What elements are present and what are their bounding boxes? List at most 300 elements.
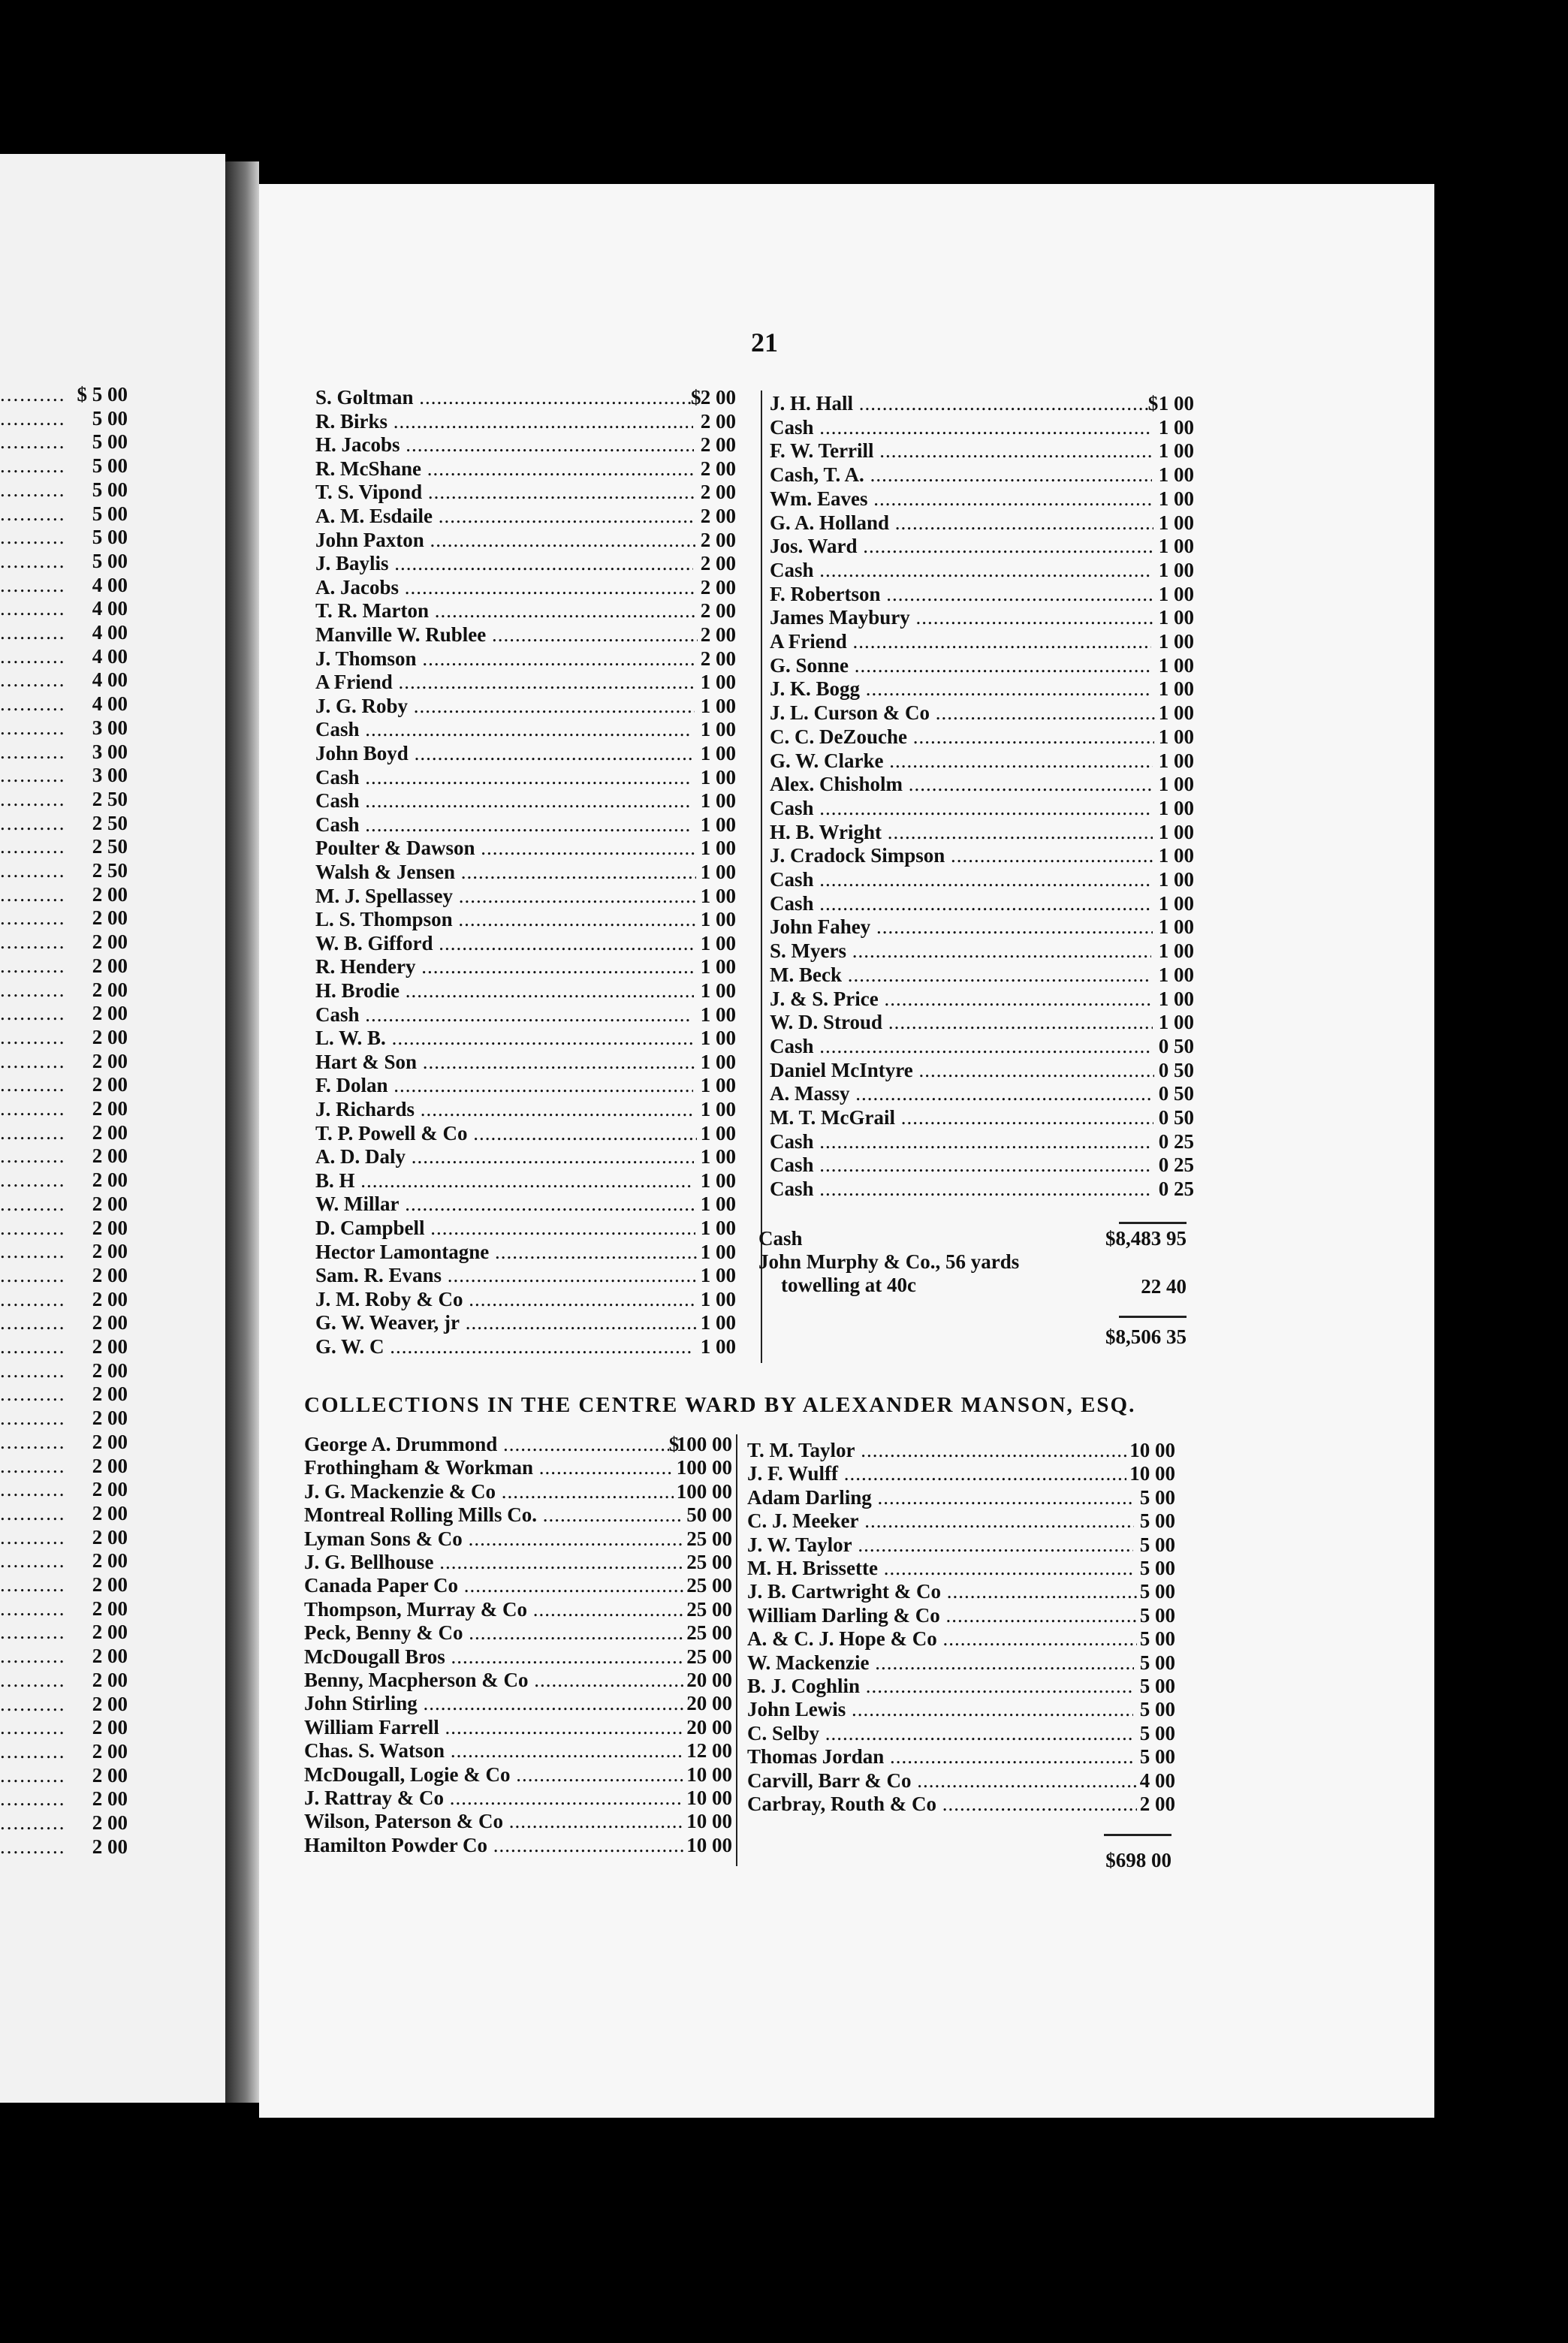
list-item <box>747 1604 1175 1627</box>
list-item <box>315 1335 736 1358</box>
facing-page-row <box>0 430 128 454</box>
list-item <box>315 861 736 884</box>
donor-name: Montreal Rolling Mills Co. ..... <box>304 1503 683 1527</box>
facing-page-row <box>0 383 128 406</box>
list-item <box>304 1551 732 1574</box>
leader-dots: .......... <box>0 526 66 549</box>
donation-amount: 1 00 <box>1158 677 1194 701</box>
leader-dots: .......... <box>0 1311 66 1334</box>
list-item <box>315 1288 736 1311</box>
facing-page-amount: 2 00 <box>92 930 128 954</box>
leader-dots: .......... <box>0 1120 66 1144</box>
summary-murphy-amount: 22 40 <box>1141 1275 1187 1298</box>
facing-page-row <box>0 1311 128 1334</box>
donation-amount: 1 00 <box>700 1193 737 1216</box>
donation-amount: 1 00 <box>1158 415 1194 439</box>
donor-name: J. G. Roby ..... <box>315 695 695 718</box>
donor-name: Carvill, Barr & Co ..... <box>747 1769 1136 1793</box>
facing-page-row <box>0 1455 128 1478</box>
facing-page-amount: 2 00 <box>92 1311 128 1334</box>
list-item <box>770 963 1194 987</box>
facing-page-amount: 2 00 <box>92 1002 128 1025</box>
list-item <box>304 1810 732 1833</box>
leader-dots: .......... <box>0 1549 66 1573</box>
donor-name: A Friend ..... <box>315 671 694 694</box>
facing-page-row <box>0 1431 128 1454</box>
donation-amount: 1 00 <box>700 1168 736 1192</box>
list-item <box>747 1675 1175 1698</box>
list-item <box>315 1217 736 1240</box>
donor-name: S. Goltman ..... <box>315 386 691 409</box>
donor-name: Frothingham & Workman ..... <box>304 1456 674 1479</box>
column-divider-2 <box>736 1434 737 1866</box>
donation-amount: 1 00 <box>1158 1011 1194 1034</box>
list-item <box>770 868 1194 891</box>
donor-name: T. S. Vipond ..... <box>315 481 695 504</box>
facing-page-amount: 2 50 <box>92 811 128 834</box>
list-item <box>304 1834 732 1857</box>
list-item <box>315 647 736 671</box>
facing-page-row <box>0 1335 128 1358</box>
facing-page-row <box>0 835 128 858</box>
donor-name: J. G. Mackenzie & Co ..... <box>304 1480 674 1503</box>
leader-dots: .......... <box>0 1335 66 1358</box>
donation-amount: 1 00 <box>700 671 736 694</box>
leader-dots: .......... <box>0 764 66 787</box>
list-item <box>770 725 1194 749</box>
leader-dots: .......... <box>0 978 66 1001</box>
list-item <box>770 1153 1194 1177</box>
facing-page-amount: 2 00 <box>92 1668 128 1691</box>
donor-name: Cash ..... <box>770 892 1150 915</box>
donor-name: Hamilton Powder Co ..... <box>304 1834 683 1857</box>
donor-name: W. Millar ..... <box>315 1193 694 1216</box>
list-item <box>770 988 1194 1011</box>
donation-amount: 1 00 <box>1158 392 1194 415</box>
facing-page-amount: 2 00 <box>92 1525 128 1548</box>
facing-page-amount: 3 00 <box>92 716 128 739</box>
donation-amount: 1 00 <box>700 1264 736 1287</box>
facing-page-amount: 2 00 <box>92 1192 128 1215</box>
facing-page-amount: 2 00 <box>92 1144 128 1168</box>
donation-amount: 1 00 <box>1158 653 1194 677</box>
donation-amount: 5 00 <box>1139 1651 1175 1674</box>
leader-dots: .......... <box>0 1621 66 1644</box>
list-item <box>315 433 736 457</box>
summary-murphy-line1: John Murphy & Co., 56 yards <box>758 1250 1020 1273</box>
facing-page-amount: 2 00 <box>92 1716 128 1739</box>
donor-name: Benny, Macpherson & Co ..... <box>304 1669 683 1692</box>
list-item <box>747 1651 1175 1675</box>
donor-name: R. Hendery ..... <box>315 955 695 979</box>
donor-name: A. Massy ..... <box>770 1082 1151 1105</box>
list-item <box>315 1241 736 1264</box>
facing-page-amount: 2 00 <box>92 1597 128 1620</box>
summary-murphy-line2: towelling at 40c <box>781 1274 916 1296</box>
list-item <box>315 410 736 433</box>
donor-name: A. D. Daly ..... <box>315 1145 694 1168</box>
list-item <box>315 457 736 481</box>
donation-amount: 2 00 <box>700 623 736 646</box>
list-item <box>315 576 736 599</box>
donation-amount: 0 25 <box>1158 1153 1194 1177</box>
donor-name: H. Jacobs ..... <box>315 433 694 457</box>
donation-amount: 1 00 <box>700 837 736 860</box>
summary-cash-name: Cash <box>758 1227 803 1250</box>
facing-page-amount: 4 00 <box>92 692 128 716</box>
donor-name: C. C. DeZouche ..... <box>770 725 1154 749</box>
list-item <box>747 1698 1175 1721</box>
donor-name: Cash ..... <box>315 766 692 789</box>
leader-dots: .......... <box>0 740 66 763</box>
donation-amount: 1 00 <box>1158 463 1194 487</box>
list-item <box>747 1509 1175 1533</box>
facing-page-row <box>0 668 128 692</box>
donation-amount: 5 00 <box>1139 1509 1175 1533</box>
donor-name: John Stirling ..... <box>304 1692 683 1715</box>
facing-page-amount: 4 00 <box>92 644 128 668</box>
facing-page-amount: 2 00 <box>92 1073 128 1096</box>
list-item <box>770 701 1194 725</box>
leader-dots: .......... <box>0 1049 66 1072</box>
donation-amount: 1 00 <box>700 1003 736 1026</box>
donation-amount: 2 00 <box>700 409 737 433</box>
facing-page-row <box>0 1026 128 1049</box>
list-item <box>747 1557 1175 1580</box>
list-item <box>315 718 736 741</box>
list-item <box>770 392 1194 415</box>
donation-amount: 0 25 <box>1158 1178 1194 1201</box>
donor-name: Cash ..... <box>315 813 692 837</box>
leader-dots: .......... <box>0 1430 66 1453</box>
leader-dots: .......... <box>0 1645 66 1668</box>
leader-dots: .......... <box>0 1097 66 1120</box>
donor-name: Adam Darling ..... <box>747 1486 1134 1509</box>
facing-page-row <box>0 1621 128 1644</box>
facing-page-amount: 3 00 <box>92 740 128 763</box>
facing-page-row <box>0 1240 128 1263</box>
list-item <box>315 529 736 552</box>
list-item <box>747 1769 1175 1793</box>
donor-name: L. S. Thompson ..... <box>315 908 696 931</box>
donation-amount: 1 00 <box>1158 582 1194 605</box>
donor-name: Alex. Chisholm ..... <box>770 773 1153 796</box>
list-item <box>770 630 1194 653</box>
list-item <box>747 1793 1175 1816</box>
leader-dots: .......... <box>0 716 66 739</box>
facing-page-amount: 2 00 <box>92 1692 128 1715</box>
donor-name: J. B. Cartwright & Co ..... <box>747 1580 1137 1603</box>
facing-page-amount: 2 00 <box>92 1430 128 1453</box>
donation-amount: 1 00 <box>1158 796 1194 819</box>
list-item <box>770 606 1194 629</box>
page-number: 21 <box>751 327 778 357</box>
donation-amount: 2 00 <box>700 481 736 504</box>
list-item <box>304 1574 732 1597</box>
donation-amount: 2 00 <box>700 433 736 457</box>
facing-page-amount: 2 00 <box>92 1358 128 1382</box>
donor-name: John Lewis ..... <box>747 1698 1133 1721</box>
facing-page-row <box>0 526 128 549</box>
leader-dots: .......... <box>0 668 66 692</box>
facing-page-row <box>0 478 128 502</box>
facing-page-row <box>0 502 128 526</box>
facing-page-amount: 5 00 <box>92 549 128 572</box>
list-item <box>304 1598 732 1621</box>
list-item <box>315 1145 736 1168</box>
donation-amount: 25 00 <box>686 1645 732 1668</box>
donation-amount: 5 00 <box>1139 1533 1175 1556</box>
facing-page-row <box>0 1407 128 1430</box>
leader-dots: .......... <box>0 1668 66 1691</box>
donation-amount: 50 00 <box>686 1503 732 1527</box>
donor-name: Cash ..... <box>770 559 1150 582</box>
donation-amount: 20 00 <box>686 1692 732 1715</box>
donor-name: J. G. Bellhouse ..... <box>304 1551 683 1574</box>
list-item <box>770 559 1194 582</box>
facing-page-amount: 2 00 <box>92 1287 128 1310</box>
donor-name: Cash ..... <box>770 797 1150 820</box>
leader-dots: .......... <box>0 1025 66 1048</box>
facing-page-row <box>0 906 128 930</box>
donor-name: C. J. Meeker ..... <box>747 1509 1134 1533</box>
list-item <box>770 1011 1194 1034</box>
donor-name: R. McShane ..... <box>315 457 695 481</box>
donation-amount: 1 00 <box>700 884 736 907</box>
column-divider <box>761 390 762 1363</box>
donation-amount: 1 00 <box>1158 511 1195 534</box>
currency-sign: $ <box>1147 392 1159 415</box>
facing-page-amount: 2 00 <box>92 1120 128 1144</box>
donation-amount: 1 00 <box>1158 630 1194 653</box>
list-item <box>304 1621 732 1645</box>
leader-dots: .......... <box>0 1739 66 1763</box>
list-item <box>315 908 736 931</box>
leader-dots: .......... <box>0 1144 66 1168</box>
facing-page-amount: 2 00 <box>92 1454 128 1477</box>
donor-name: Manville W. Rublee ..... <box>315 623 698 647</box>
summary-total: $8,506 35 <box>1105 1325 1187 1348</box>
facing-page-row <box>0 1597 128 1621</box>
donation-amount: 10 00 <box>686 1787 732 1809</box>
facing-page-amount: 4 00 <box>92 573 128 596</box>
donation-amount: 1 00 <box>700 861 736 883</box>
leader-dots: .......... <box>0 1811 66 1834</box>
donation-amount: 1 00 <box>700 979 736 1002</box>
donation-amount: 1 00 <box>700 1145 737 1168</box>
facing-page-row <box>0 1264 128 1287</box>
total-rule <box>1119 1316 1187 1318</box>
leader-dots: .......... <box>0 502 66 525</box>
currency-sign: $ <box>668 1433 680 1455</box>
list-item <box>315 1027 736 1050</box>
donation-amount: 0 50 <box>1158 1034 1194 1057</box>
donation-amount: 4 00 <box>1139 1769 1175 1792</box>
donor-name: G. W. Clarke ..... <box>770 749 1153 773</box>
donor-name: W. B. Gifford ..... <box>315 932 695 955</box>
donor-name: G. Sonne ..... <box>770 654 1151 677</box>
list-item <box>770 749 1194 773</box>
leader-dots: .......... <box>0 1358 66 1382</box>
donation-amount: 2 00 <box>700 599 736 623</box>
facing-page-amount: 2 50 <box>92 835 128 858</box>
facing-page-row <box>0 1645 128 1668</box>
facing-page-amount: 2 00 <box>92 1216 128 1239</box>
donor-name: M. Beck ..... <box>770 963 1151 987</box>
donation-amount: 10 00 <box>686 1810 732 1833</box>
donation-amount: 1 00 <box>1158 725 1194 748</box>
list-item <box>315 623 736 647</box>
list-item <box>315 1264 736 1287</box>
facing-page-row <box>0 812 128 835</box>
list-item <box>770 654 1194 677</box>
col4-total: $698 00 <box>1105 1849 1171 1871</box>
list-item <box>770 1059 1194 1082</box>
donation-amount: 2 00 <box>700 552 736 575</box>
donation-amount: 1 00 <box>1158 773 1194 796</box>
facing-page-row <box>0 692 128 716</box>
facing-page-row <box>0 1383 128 1406</box>
facing-page-amount: 2 00 <box>92 906 128 930</box>
leader-dots: .......... <box>0 1597 66 1620</box>
facing-page-amount: 5 00 <box>92 502 128 525</box>
donor-name: McDougall, Logie & Co ..... <box>304 1763 683 1787</box>
facing-page-row <box>0 1740 128 1763</box>
donor-name: R. Birks ..... <box>315 410 693 433</box>
donor-name: F. Dolan ..... <box>315 1074 693 1097</box>
leader-dots: .......... <box>0 787 66 810</box>
donation-amount: 5 00 <box>1139 1745 1175 1769</box>
list-item <box>315 979 736 1003</box>
facing-page-row <box>0 1502 128 1525</box>
facing-page-amount: 3 00 <box>92 764 128 787</box>
donation-amount: 5 00 <box>1139 1603 1175 1627</box>
donation-amount: 1 00 <box>1158 820 1194 843</box>
leader-dots: .......... <box>0 1835 66 1858</box>
donation-amount: 1 00 <box>1158 558 1194 581</box>
facing-page-row <box>0 1050 128 1073</box>
list-item <box>315 789 736 813</box>
donor-name: Carbray, Routh & Co ..... <box>747 1793 1137 1816</box>
facing-page-amount: 5 00 <box>92 526 128 549</box>
facing-page-amount: 2 00 <box>92 882 128 906</box>
donor-name: Cash ..... <box>315 789 692 813</box>
section-heading: COLLECTIONS IN THE CENTRE WARD BY ALEXANDER MANSON, ESQ. <box>304 1393 1136 1417</box>
donor-name: Cash ..... <box>770 868 1150 891</box>
list-item <box>315 955 736 979</box>
donor-name: Thomas Jordan ..... <box>747 1745 1135 1769</box>
facing-page-row <box>0 859 128 882</box>
list-item <box>304 1669 732 1692</box>
donor-name: S. Myers ..... <box>770 939 1151 963</box>
donation-amount: 20 00 <box>686 1715 732 1738</box>
donation-amount: 5 00 <box>1139 1557 1175 1579</box>
facing-page-amount: 2 50 <box>92 787 128 810</box>
leader-dots: .......... <box>0 1763 66 1787</box>
donation-amount: 1 00 <box>700 765 736 789</box>
donor-name: H. Brodie ..... <box>315 979 694 1003</box>
list-item <box>747 1722 1175 1745</box>
facing-page-row <box>0 1835 128 1859</box>
facing-page-row <box>0 1478 128 1501</box>
leader-dots: .......... <box>0 1263 66 1286</box>
leader-dots: .......... <box>0 1192 66 1215</box>
donation-amount: 25 00 <box>686 1574 732 1597</box>
list-item <box>315 1051 736 1074</box>
list-item <box>315 695 736 718</box>
donor-name: Hector Lamontagne ..... <box>315 1241 698 1264</box>
donor-name: J. Baylis ..... <box>315 552 693 575</box>
list-item <box>747 1627 1175 1651</box>
donor-name: M. T. McGrail ..... <box>770 1106 1153 1129</box>
donation-amount: 1 00 <box>700 742 736 764</box>
list-item <box>315 813 736 837</box>
facing-page-row <box>0 1573 128 1597</box>
list-item <box>747 1580 1175 1603</box>
donor-name: J. & S. Price ..... <box>770 988 1153 1011</box>
donation-amount: 1 00 <box>1158 439 1194 463</box>
facing-page-amount: 4 00 <box>92 668 128 692</box>
donation-amount: 0 25 <box>1158 1129 1194 1153</box>
facing-page-row <box>0 1549 128 1573</box>
facing-page-amount: 2 00 <box>92 1097 128 1120</box>
list-item <box>315 1193 736 1216</box>
facing-page-row <box>0 1359 128 1383</box>
facing-page-row <box>0 645 128 668</box>
facing-page-amount: 4 00 <box>92 597 128 620</box>
donor-name: M. J. Spellassey ..... <box>315 885 696 908</box>
list-item <box>315 1122 736 1145</box>
donor-name: L. W. B. ..... <box>315 1027 693 1050</box>
list-item <box>770 1082 1194 1105</box>
donor-name: Poulter & Dawson ..... <box>315 837 697 860</box>
donation-amount: 5 00 <box>1139 1580 1175 1603</box>
donor-name: Sam. R. Evans ..... <box>315 1264 696 1287</box>
donor-name: H. B. Wright ..... <box>770 821 1153 844</box>
summary-cash-amount: $8,483 95 <box>1105 1227 1187 1250</box>
donor-name: A Friend ..... <box>770 630 1151 653</box>
leader-dots: .......... <box>0 835 66 858</box>
donor-name: Peck, Benny & Co ..... <box>304 1621 683 1645</box>
leader-dots: .......... <box>0 906 66 930</box>
facing-page-amount: 2 00 <box>92 1263 128 1286</box>
donor-name: W. Mackenzie ..... <box>747 1651 1134 1675</box>
facing-page-amount: 2 00 <box>92 1811 128 1834</box>
donor-name: McDougall Bros ..... <box>304 1645 683 1669</box>
facing-page-row <box>0 1121 128 1144</box>
list-item <box>770 677 1194 701</box>
facing-page-row <box>0 1811 128 1835</box>
facing-page-amount: 2 00 <box>92 1645 128 1668</box>
donor-name: William Darling & Co ..... <box>747 1604 1137 1627</box>
facing-page-amount: 2 00 <box>92 1621 128 1644</box>
donation-amount: 100 00 <box>676 1479 732 1503</box>
list-item <box>304 1763 732 1787</box>
donor-name: A. M. Esdaile ..... <box>315 505 695 528</box>
leader-dots: .......... <box>0 1383 66 1406</box>
facing-page-row <box>0 979 128 1002</box>
donor-name: Wm. Eaves ..... <box>770 487 1152 511</box>
donor-name: Cash ..... <box>770 1178 1150 1201</box>
donor-name: Lyman Sons & Co ..... <box>304 1527 683 1551</box>
facing-page-amount: 2 00 <box>92 1573 128 1596</box>
list-item <box>770 821 1194 844</box>
leader-dots: .......... <box>0 811 66 834</box>
leader-dots: .......... <box>0 1073 66 1096</box>
list-item <box>315 1003 736 1027</box>
summary-rule <box>1119 1222 1187 1224</box>
list-item <box>304 1739 732 1763</box>
